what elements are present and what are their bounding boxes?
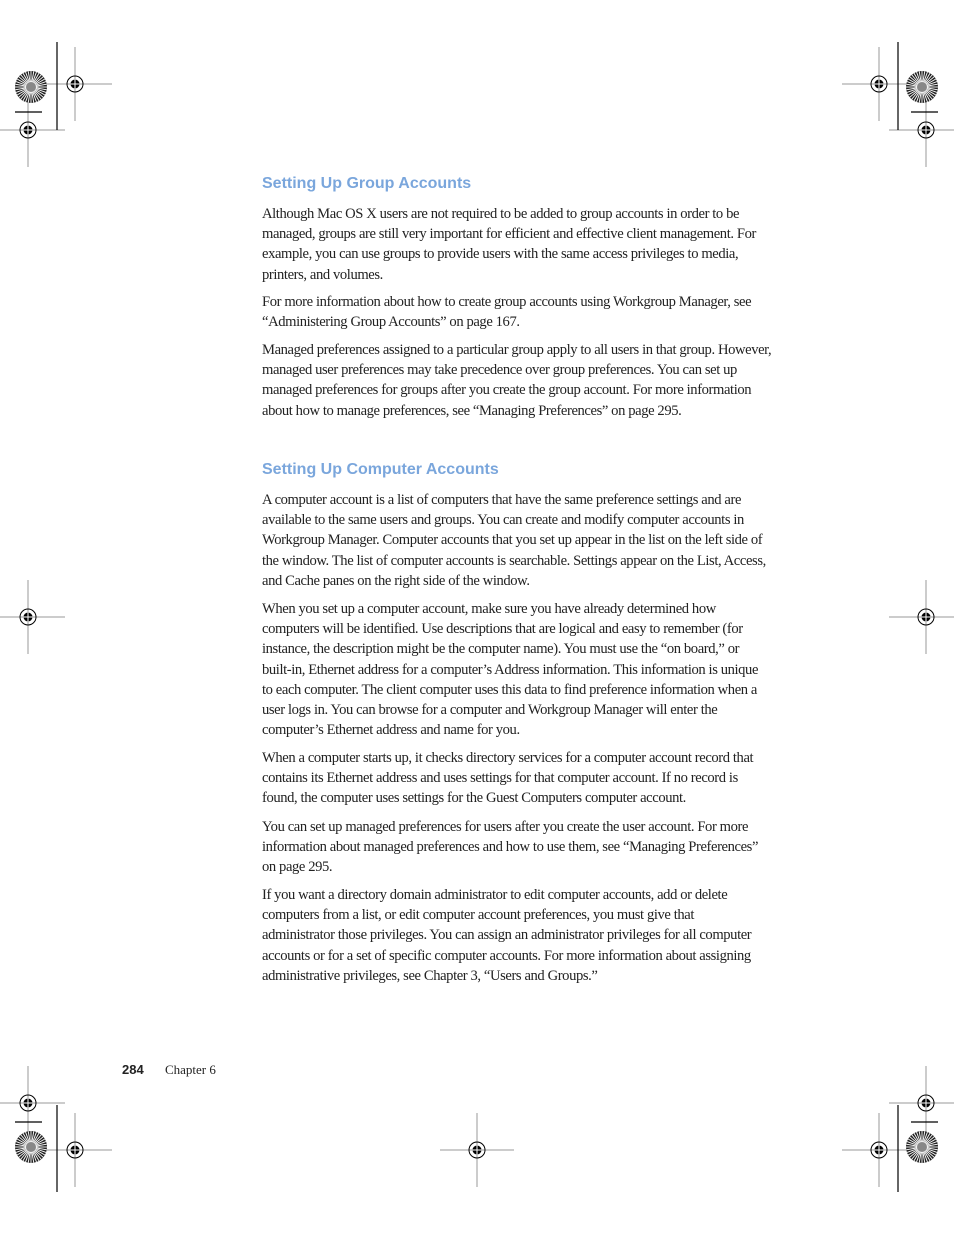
crosshair-target-icon (889, 1066, 954, 1140)
paragraph-line: “Administering Group Accounts” on page 167. (262, 314, 520, 331)
paragraph-line: Workgroup Manager. Computer accounts that you set up appear in the list on the left side of (262, 532, 763, 549)
starburst-target-icon (906, 71, 938, 103)
crosshair-target-icon (440, 1113, 514, 1187)
crosshair-target-icon (38, 1113, 112, 1187)
section-heading: Setting Up Group Accounts (262, 175, 472, 192)
paragraph-line: administrative privileges, see Chapter 3, “Users and Groups.” (262, 967, 598, 984)
crosshair-target-icon (0, 93, 65, 167)
paragraph-line: managed preferences for groups after you create the group account. For more information (262, 382, 752, 399)
paragraph-line: For more information about how to create group accounts using Workgroup Manager, see (262, 294, 752, 310)
paragraph-line: and Cache panes on the right side of the window. (262, 572, 530, 589)
paragraph-line: example, you can use groups to provide users with the same access privileges to media, (262, 246, 739, 263)
starburst-target-icon (15, 1131, 47, 1163)
paragraph-line: about how to manage preferences, see “Managing Preferences” on page 295. (262, 402, 682, 419)
paragraph-line: Managed preferences assigned to a particular group apply to all users in that group. However, (262, 342, 772, 358)
paragraph-line: to each computer. The client computer uses this data to find preference information when a (262, 681, 757, 698)
paragraph-line: user logs in. You can browse for a computer and Workgroup Manager will enter the (262, 702, 718, 718)
crosshair-target-icon (842, 1113, 916, 1187)
chapter-label: Chapter 6 (164, 1062, 216, 1077)
paragraph-line: printers, and volumes. (262, 266, 383, 283)
paragraph-line: Although Mac OS X users are not required to be added to group accounts in order to be (262, 206, 740, 222)
paragraph-line: available to the same users and groups. You can create and modify computer accounts in (262, 512, 744, 529)
paragraph-line: built-in, Ethernet address for a computer’s Address information. This information is unique (262, 661, 759, 678)
paragraph-line: A computer account is a list of computers that have the same preference settings and are (262, 492, 742, 508)
paragraph-line: When a computer starts up, it checks directory services for a computer account record that (262, 750, 754, 766)
crosshair-target-icon (0, 1066, 65, 1140)
paragraph-line: computers from a list, or edit computer account preferences, you must give that (262, 907, 695, 924)
paragraph-line: on page 295. (262, 859, 333, 876)
crosshair-target-icon (38, 47, 112, 121)
paragraph-line: When you set up a computer account, make sure you have already determined how (262, 601, 716, 617)
paragraph-line: managed, groups are still very important for efficient and effective client management. For (262, 226, 756, 243)
paragraph-line: managed user preferences may take precedence over group preferences. You can set up (262, 362, 737, 379)
starburst-target-icon (15, 71, 47, 103)
paragraph-line: computers will be identified. Use descriptions that are logical and easy to remember (for (262, 621, 743, 638)
crosshair-target-icon (0, 580, 65, 654)
page-footer (122, 1062, 216, 1078)
paragraph-line: You can set up managed preferences for users after you create the user account. For more (262, 819, 749, 835)
starburst-target-icon (906, 1131, 938, 1163)
crosshair-target-icon (889, 580, 954, 654)
crosshair-target-icon (889, 93, 954, 167)
paragraph-line: If you want a directory domain administrator to edit computer accounts, add or delete (262, 887, 728, 903)
page-number: 284 (122, 1062, 144, 1077)
paragraph-line: the window. The list of computer accounts is searchable. Settings appear on the List, Access, (262, 552, 766, 569)
paragraph-line: found, the computer uses settings for the Guest Computers computer account. (262, 790, 686, 807)
paragraph-line: accounts or for a set of specific computer accounts. For more information about assigning (262, 947, 751, 964)
paragraph-line: administrator those privileges. You can assign an administrator privileges for all computer (262, 927, 752, 944)
section-heading: Setting Up Computer Accounts (262, 461, 499, 478)
crosshair-target-icon (842, 47, 916, 121)
paragraph-line: information about managed preferences and how to use them, see “Managing Preferences” (262, 839, 759, 856)
paragraph-line: computer’s Ethernet address and name for you. (262, 722, 520, 739)
paragraph-line: instance, the description might be the computer name). You must use the “on board,” or (262, 641, 740, 658)
paragraph-line: contains its Ethernet address and uses settings for that computer account. If no record is (262, 770, 738, 787)
